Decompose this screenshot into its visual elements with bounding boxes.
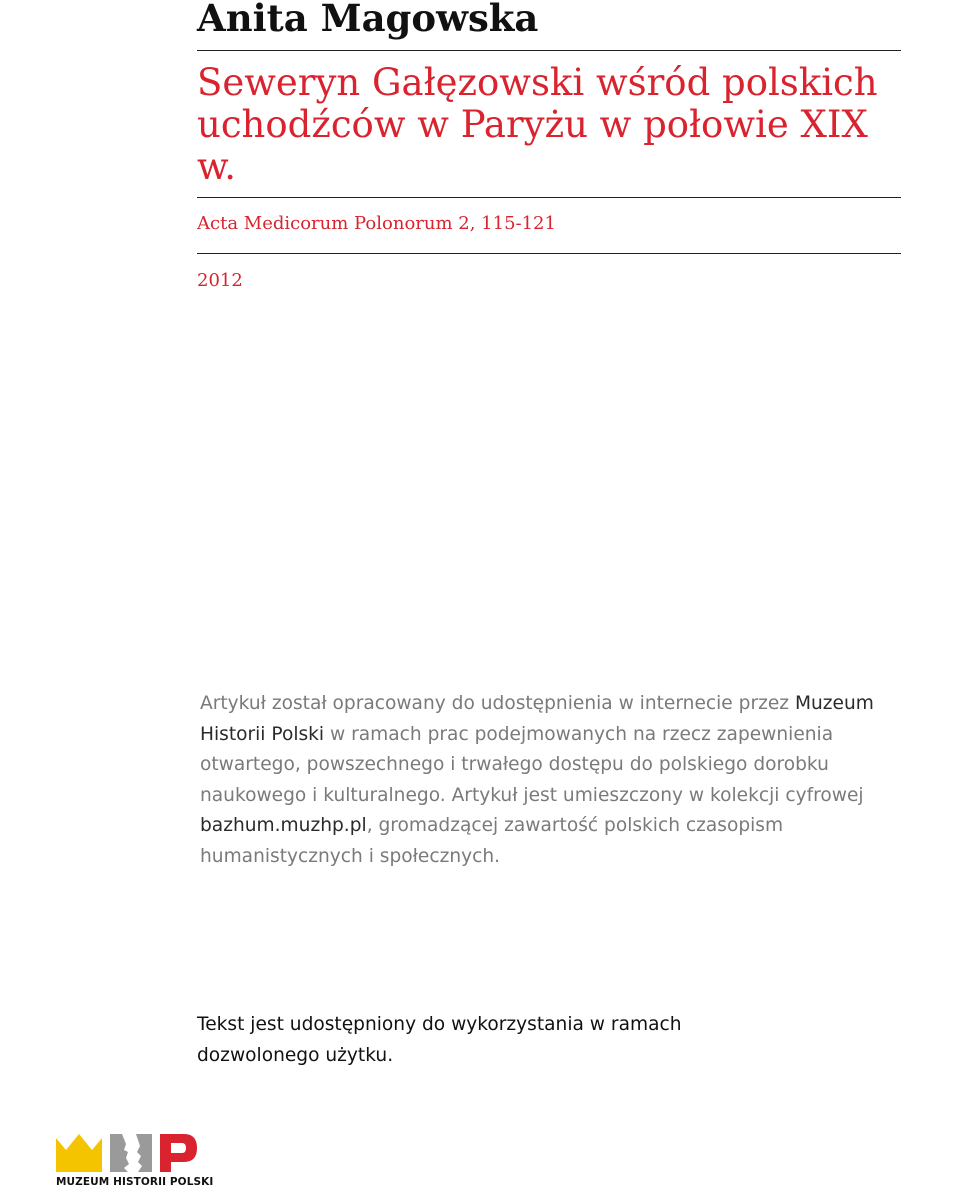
logo-p-shape [160, 1134, 197, 1172]
divider-top [197, 50, 901, 51]
institution-name: Muzeum Historii Polski [200, 693, 874, 745]
license-statement: Tekst jest udostępniony do wykorzystania w ramach dozwolonego użytku. [197, 1014, 682, 1066]
logo-h-shape [110, 1134, 129, 1172]
logo-label: MUZEUM HISTORII POLSKI [56, 1176, 214, 1188]
notice-text-middle: w ramach prac podejmowanych na rzecz zapewnienia otwartego, powszechnego i trwałego dostępu do polskiego dorobku naukowego i kulturalnego. Artykuł jest umieszczony w kolekcji cyfrowej [200, 723, 864, 806]
journal-citation: Acta Medicorum Polonorum 2, 115-121 [197, 213, 556, 234]
collection-link[interactable]: bazhum.muzhp.pl [200, 815, 367, 836]
author-name: Anita Magowska [197, 0, 539, 40]
divider-title [197, 197, 901, 198]
availability-notice [200, 689, 880, 872]
divider-source [197, 253, 901, 254]
notice-text-intro: Artykuł został opracowany do udostępnienia w internecie przez [200, 693, 795, 714]
logo-m-shape [56, 1134, 102, 1172]
notice-text-end: , gromadzącej zawartość polskich czasopism humanistycznych i społecznych. [200, 815, 784, 867]
publication-year: 2012 [197, 270, 243, 291]
article-title: Seweryn Gałęzowski wśród polskich uchodźców w Paryżu w połowie XIX w. [197, 61, 878, 188]
logo-h-shape-right [136, 1134, 152, 1172]
